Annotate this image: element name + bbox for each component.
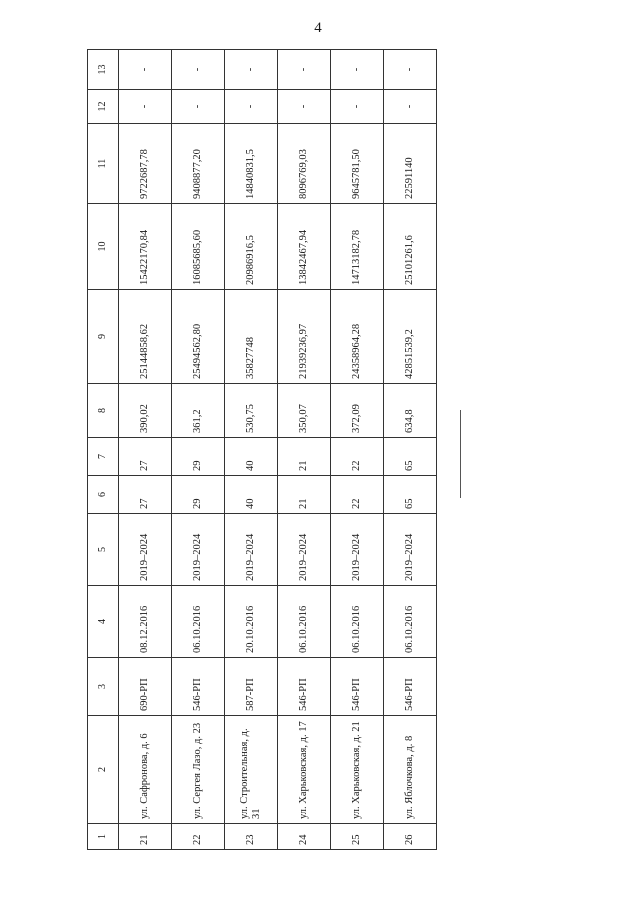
data-table — [87, 49, 437, 850]
col-12-cell: - — [225, 90, 278, 124]
col-7-cell: 22 — [331, 438, 384, 476]
header-cell: 5 — [88, 514, 119, 586]
col-13-cell: - — [278, 50, 331, 90]
total-cost-cell: 21939236,97 — [278, 290, 331, 384]
header-cell: 11 — [88, 124, 119, 204]
table-row — [331, 50, 384, 850]
cost-10-cell: 14713182,78 — [331, 204, 384, 290]
header-cell: 9 — [88, 290, 119, 384]
col-6-cell: 40 — [225, 476, 278, 514]
col-12-cell: - — [172, 90, 225, 124]
cost-10-cell: 25101261,6 — [384, 204, 437, 290]
col-13-cell: - — [384, 50, 437, 90]
address-cell: ул. Сергея Лазо, д. 23 — [172, 716, 225, 824]
col-7-cell: 65 — [384, 438, 437, 476]
col-13-cell: - — [172, 50, 225, 90]
order-date-cell: 08.12.2016 — [119, 586, 172, 658]
header-cell: 4 — [88, 586, 119, 658]
area-cell: 372,09 — [331, 384, 384, 438]
address-cell: ул. Сафронова, д. 6 — [119, 716, 172, 824]
row-number-cell: 24 — [278, 824, 331, 850]
order-number-cell: 690-РП — [119, 658, 172, 716]
cost-11-cell: 9408877,20 — [172, 124, 225, 204]
col-12-cell: - — [119, 90, 172, 124]
row-number-cell: 21 — [119, 824, 172, 850]
period-cell: 2019–2024 — [225, 514, 278, 586]
table-container — [87, 50, 417, 850]
table-row — [384, 50, 437, 850]
header-cell: 12 — [88, 90, 119, 124]
order-date-cell: 06.10.2016 — [331, 586, 384, 658]
address-cell: ул. Харьковская, д. 17 — [278, 716, 331, 824]
total-cost-cell: 24358964,28 — [331, 290, 384, 384]
table-body — [88, 50, 437, 850]
header-cell: 6 — [88, 476, 119, 514]
address-cell: ул. Яблочкова, д. 8 — [384, 716, 437, 824]
period-cell: 2019–2024 — [278, 514, 331, 586]
period-cell: 2019–2024 — [172, 514, 225, 586]
order-number-cell: 587-РП — [225, 658, 278, 716]
address-cell: ул. Строительная, д. 31 — [225, 716, 278, 824]
row-number-cell: 23 — [225, 824, 278, 850]
row-number-cell: 26 — [384, 824, 437, 850]
area-cell: 350,07 — [278, 384, 331, 438]
cost-11-cell: 22591140 — [384, 124, 437, 204]
header-cell: 3 — [88, 658, 119, 716]
area-cell: 634,8 — [384, 384, 437, 438]
order-number-cell: 546-РП — [384, 658, 437, 716]
header-cell: 13 — [88, 50, 119, 90]
order-date-cell: 06.10.2016 — [384, 586, 437, 658]
period-cell: 2019–2024 — [119, 514, 172, 586]
col-13-cell: - — [225, 50, 278, 90]
col-12-cell: - — [278, 90, 331, 124]
total-cost-cell: 35827748 — [225, 290, 278, 384]
total-cost-cell: 25144858,62 — [119, 290, 172, 384]
header-row — [88, 50, 119, 850]
cost-11-cell: 8096769,03 — [278, 124, 331, 204]
address-cell: ул. Харьковская, д. 21 — [331, 716, 384, 824]
col-12-cell: - — [331, 90, 384, 124]
cost-10-cell: 16085685,60 — [172, 204, 225, 290]
header-cell: 1 — [88, 824, 119, 850]
col-6-cell: 29 — [172, 476, 225, 514]
cost-11-cell: 14840831,5 — [225, 124, 278, 204]
order-number-cell: 546-РП — [172, 658, 225, 716]
table-row — [119, 50, 172, 850]
area-cell: 390,02 — [119, 384, 172, 438]
order-date-cell: 06.10.2016 — [172, 586, 225, 658]
order-date-cell: 20.10.2016 — [225, 586, 278, 658]
col-6-cell: 65 — [384, 476, 437, 514]
row-number-cell: 22 — [172, 824, 225, 850]
order-number-cell: 546-РП — [278, 658, 331, 716]
row-number-cell: 25 — [331, 824, 384, 850]
col-6-cell: 21 — [278, 476, 331, 514]
order-date-cell: 06.10.2016 — [278, 586, 331, 658]
col-7-cell: 21 — [278, 438, 331, 476]
total-cost-cell: 25494562,80 — [172, 290, 225, 384]
header-cell: 2 — [88, 716, 119, 824]
col-12-cell: - — [384, 90, 437, 124]
col-7-cell: 27 — [119, 438, 172, 476]
table-row — [172, 50, 225, 850]
table-row — [278, 50, 331, 850]
col-13-cell: - — [331, 50, 384, 90]
header-cell: 10 — [88, 204, 119, 290]
cost-10-cell: 13842467,94 — [278, 204, 331, 290]
col-6-cell: 27 — [119, 476, 172, 514]
cost-11-cell: 9645781,50 — [331, 124, 384, 204]
area-cell: 530,75 — [225, 384, 278, 438]
col-6-cell: 22 — [331, 476, 384, 514]
col-7-cell: 29 — [172, 438, 225, 476]
col-13-cell: - — [119, 50, 172, 90]
table-row — [225, 50, 278, 850]
order-number-cell: 546-РП — [331, 658, 384, 716]
cost-10-cell: 15422170,84 — [119, 204, 172, 290]
col-7-cell: 40 — [225, 438, 278, 476]
cost-10-cell: 20986916,5 — [225, 204, 278, 290]
cost-11-cell: 9722687,78 — [119, 124, 172, 204]
header-cell: 8 — [88, 384, 119, 438]
margin-line — [460, 410, 461, 498]
area-cell: 361,2 — [172, 384, 225, 438]
period-cell: 2019–2024 — [384, 514, 437, 586]
period-cell: 2019–2024 — [331, 514, 384, 586]
page-number: 4 — [314, 20, 322, 36]
total-cost-cell: 42851539,2 — [384, 290, 437, 384]
header-cell: 7 — [88, 438, 119, 476]
